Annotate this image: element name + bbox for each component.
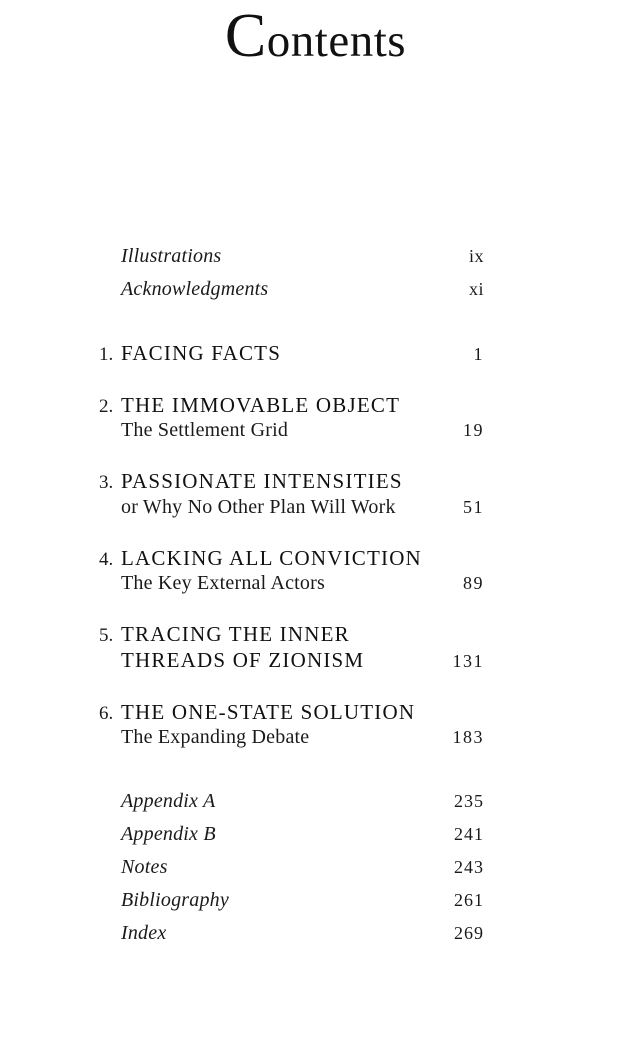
chapter-subtitle: The Key External Actors <box>121 572 325 595</box>
chapter-number: 5. <box>99 625 114 647</box>
entry-title: Illustrations <box>121 245 222 267</box>
page-title-dropcap: C <box>224 2 267 70</box>
toc-entry-index[interactable] <box>99 922 484 945</box>
entry-page-number: 235 <box>454 791 484 812</box>
page-title <box>0 0 631 68</box>
chapter-page-number: 131 <box>452 651 484 672</box>
toc-entry-chapter-2[interactable] <box>99 393 484 444</box>
entry-title: Notes <box>121 856 168 879</box>
chapter-title: PASSIONATE INTENSITIES <box>121 469 403 494</box>
chapter-subtitle: The Expanding Debate <box>121 726 310 749</box>
chapter-page-number: 1 <box>473 344 484 364</box>
toc-entry-chapter-6[interactable] <box>99 700 484 751</box>
chapter-page-number: 89 <box>463 573 484 594</box>
chapter-subtitle: or Why No Other Plan Will Work <box>121 495 396 518</box>
entry-title: Bibliography <box>121 889 229 912</box>
entry-title: Appendix B <box>121 823 216 846</box>
toc-entry-bibliography[interactable] <box>99 889 484 912</box>
toc-entry-chapter-4[interactable] <box>99 546 484 597</box>
toc-entry-chapter-3[interactable] <box>99 469 484 520</box>
chapter-page-number: 183 <box>452 727 484 748</box>
back-matter-group <box>99 790 484 945</box>
chapter-number: 2. <box>99 395 114 417</box>
toc-entry-notes[interactable] <box>99 856 484 879</box>
chapter-title: LACKING ALL CONVICTION <box>121 545 422 570</box>
chapter-number: 3. <box>99 472 114 494</box>
chapter-number: 6. <box>99 702 114 724</box>
chapter-number: 1. <box>99 344 114 365</box>
entry-page-number: 243 <box>454 857 484 878</box>
chapter-title-line-2: THREADS OF ZIONISM <box>121 648 365 673</box>
toc-entry-acknowledgments[interactable] <box>99 278 484 301</box>
chapter-subtitle: The Settlement Grid <box>121 419 289 442</box>
chapter-number: 4. <box>99 548 114 570</box>
entry-page-number: 261 <box>454 890 484 911</box>
entry-title: Index <box>121 922 167 945</box>
chapter-title: FACING FACTS <box>121 341 282 365</box>
chapter-page-number: 19 <box>463 420 484 441</box>
entry-title: Acknowledgments <box>121 278 269 300</box>
toc-entry-chapter-1[interactable] <box>99 341 484 367</box>
chapter-page-number: 51 <box>463 496 484 517</box>
front-matter-group <box>99 245 484 301</box>
entry-page-number: ix <box>468 246 484 266</box>
entry-title: Appendix A <box>121 790 216 813</box>
chapter-title: TRACING THE INNER <box>121 622 350 647</box>
chapter-title: THE IMMOVABLE OBJECT <box>121 392 401 417</box>
toc-entry-appendix-b[interactable] <box>99 823 484 846</box>
toc-entry-illustrations[interactable] <box>99 245 484 268</box>
chapter-title: THE ONE-STATE SOLUTION <box>121 699 416 724</box>
entry-page-number: 269 <box>454 923 484 944</box>
table-of-contents <box>99 245 484 955</box>
entry-page-number: xi <box>468 279 484 299</box>
toc-entry-chapter-5[interactable] <box>99 622 484 673</box>
page-title-rest: ontents <box>266 15 407 67</box>
toc-entry-appendix-a[interactable] <box>99 790 484 813</box>
entry-page-number: 241 <box>454 824 484 845</box>
